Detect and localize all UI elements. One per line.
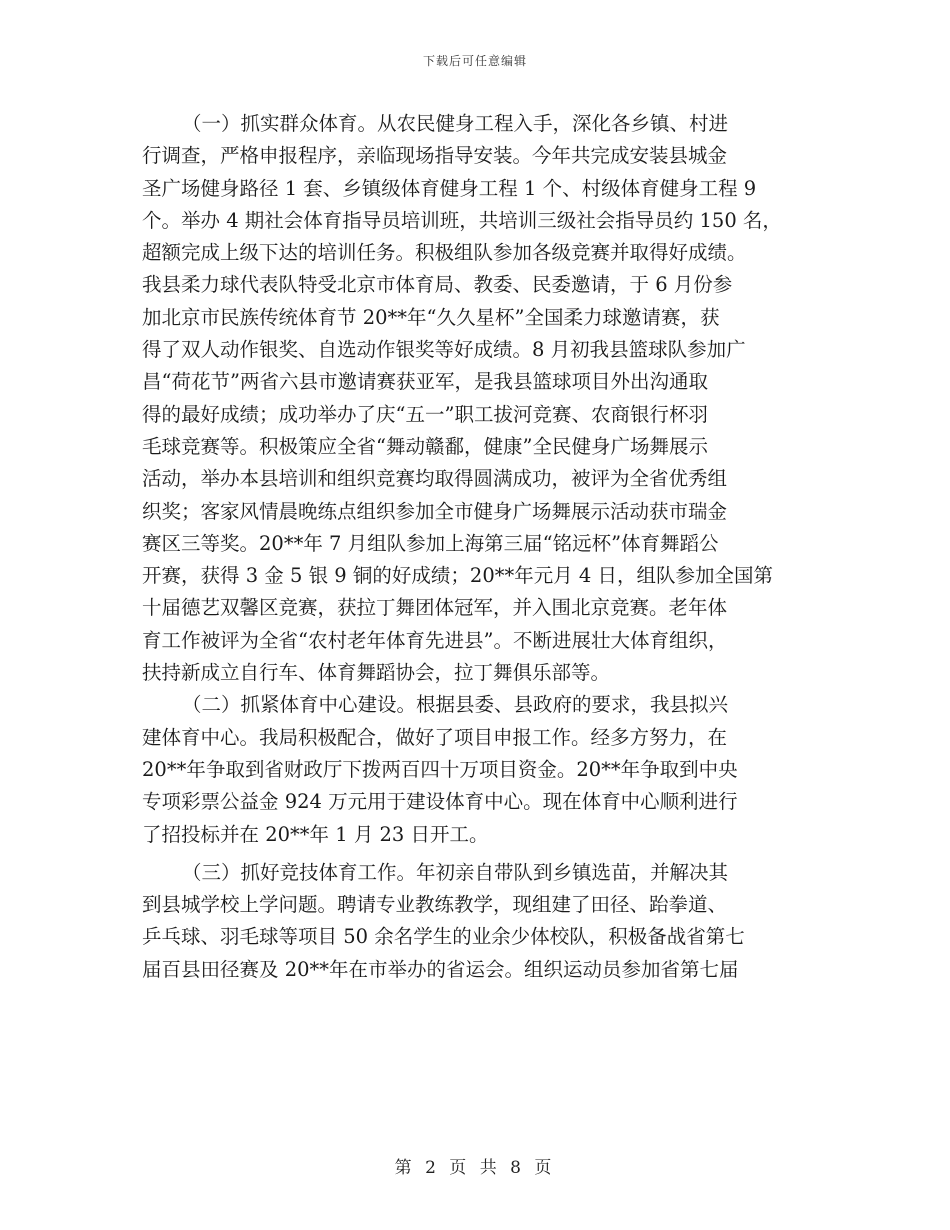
- text-line: 赛区三等奖。20**年 7 月组队参加上海第三届“铭远杯”体育舞蹈公: [142, 531, 719, 555]
- text-line: 得的最好成绩；成功举办了庆“五一”职工拔河竞赛、农商银行杯羽: [142, 402, 708, 426]
- text-line: 活动，举办本县培训和组织竞赛均取得圆满成功，被评为全省优秀组: [142, 467, 728, 491]
- text-line: 专项彩票公益金 924 万元用于建设体育中心。现在体育中心顺利进行: [142, 790, 738, 814]
- text-line: 了招投标并在 20**年 1 月 23 日开工。: [142, 822, 489, 846]
- text-line: 十届德艺双馨区竞赛，获拉丁舞团体冠军，并入围北京竞赛。老年体: [142, 596, 728, 620]
- text-line: 圣广场健身路径 1 套、乡镇级体育健身工程 1 个、村级体育健身工程 9: [142, 176, 757, 200]
- text-line: 20**年争取到省财政厅下拨两百四十万项目资金。20**年争取到中央: [142, 757, 738, 781]
- text-line: 开赛，获得 3 金 5 银 9 铜的好成绩；20**年元月 4 日，组队参加全国第: [142, 564, 774, 588]
- document-body: [142, 108, 802, 986]
- page-header: 下载后可任意编辑: [422, 54, 527, 68]
- text-line: 得了双人动作银奖、自选动作银奖等好成绩。8 月初我县篮球队参加广: [142, 338, 746, 362]
- text-line: 扶持新成立自行车、体育舞蹈协会，拉丁舞俱乐部等。: [142, 661, 611, 685]
- text-line: 个。举办 4 期社会体育指导员培训班，共培训三级社会指导员约 150 名，: [142, 208, 782, 232]
- text-line: 我县柔力球代表队特受北京市体育局、教委、民委邀请，于 6 月份参: [142, 273, 733, 297]
- text-line: 建体育中心。我局积极配合，做好了项目申报工作。经多方努力，在: [142, 725, 728, 749]
- text-line: 育工作被评为全省“农村老年体育先进县”。不断进展壮大体育组织，: [142, 628, 728, 652]
- text-line: 届百县田径赛及 20**年在市举办的省运会。组织运动员参加省第七届: [142, 957, 739, 981]
- paragraph-competitive-sports: [142, 857, 802, 986]
- text-line: 毛球竞赛等。积极策应全省“舞动赣鄱，健康”全民健身广场舞展示: [142, 434, 708, 458]
- text-line: 到县城学校上学问题。聘请专业教练教学，现组建了田径、跆拳道、: [142, 893, 728, 917]
- text-line: （二）抓紧体育中心建设。根据县委、县政府的要求，我县拟兴: [182, 693, 729, 717]
- text-line: 织奖；客家风情晨晚练点组织参加全市健身广场舞展示活动获市瑞金: [142, 499, 728, 523]
- text-line: 行调查，严格申报程序，亲临现场指导安装。今年共完成安装县城金: [142, 144, 728, 168]
- paragraph-mass-sports: [142, 108, 802, 689]
- text-line: 昌“荷花节”两省六县市邀请赛获亚军，是我县篮球项目外出沟通取: [142, 370, 708, 394]
- text-line: （三）抓好竞技体育工作。年初亲自带队到乡镇选苗，并解决其: [182, 860, 729, 884]
- paragraph-sports-center: [142, 689, 802, 850]
- text-line: （一）抓实群众体育。从农民健身工程入手，深化各乡镇、村进: [182, 112, 729, 135]
- text-line: 乒乓球、羽毛球等项目 50 余名学生的业余少体校队，积极备战省第七: [142, 925, 745, 949]
- text-line: 加北京市民族传统体育节 20**年“久久星杯”全国柔力球邀请赛，获: [142, 305, 720, 329]
- page-number: 第 2 页 共 8 页: [394, 1158, 556, 1178]
- text-line: 超额完成上级下达的培训任务。积极组队参加各级竞赛并取得好成绩。: [142, 241, 747, 265]
